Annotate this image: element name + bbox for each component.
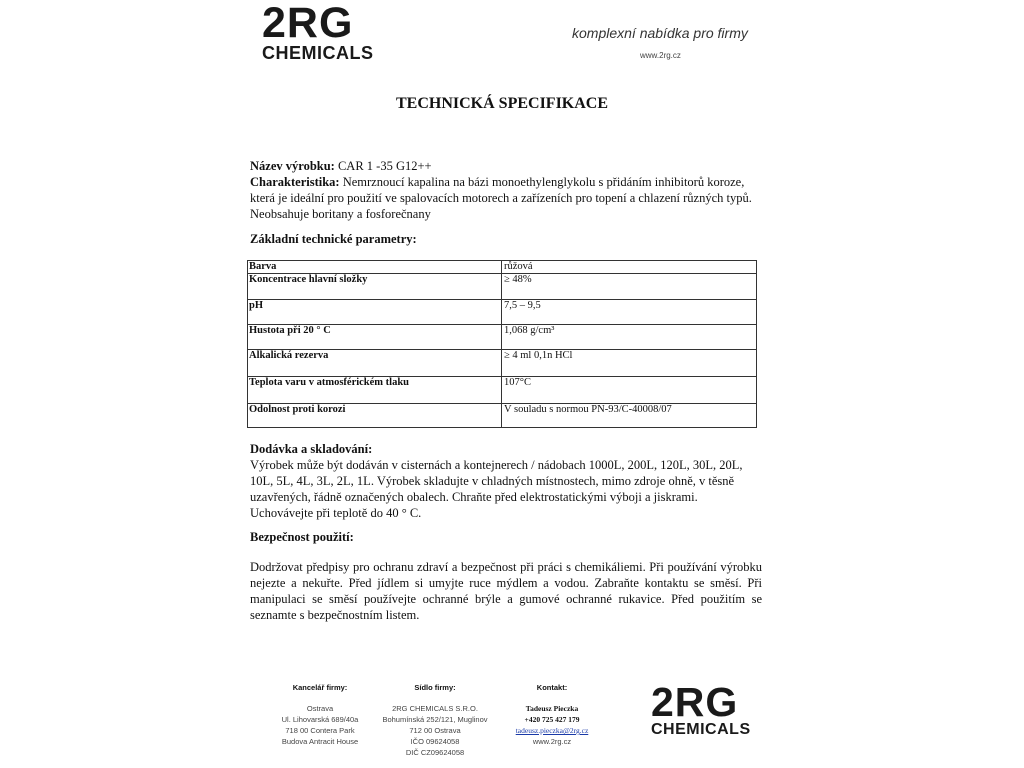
logo-wordmark: CHEMICALS [262,43,374,63]
footer-contact [502,682,602,747]
footer-logo [651,680,751,738]
param-label: Koncentrace hlavní složky [248,274,502,300]
contact-email-link[interactable]: tadeusz.pieczka@2rg.cz [515,726,589,735]
delivery-heading: Dodávka a skladování: [250,442,373,456]
footer-seat [380,682,490,758]
footer-office-heading: Kancelář firmy: [292,683,348,692]
table-row [248,377,757,404]
footer-office-line: 718 00 Contera Park [285,726,355,735]
footer-seat-line: Bohumínská 252/121, Muglinov [382,715,488,724]
characteristics-value: Nemrznoucí kapalina na bázi monoethylenglykolu s přidáním inhibitorů koroze, která je ideální pro použití ve spalovacích motorech a zařízeních pro topení a chlazení různých typů. Neobsahuje boritany a fosforečnany [250,175,752,221]
table-row [248,261,757,274]
footer-logo-wordmark: CHEMICALS [651,721,751,738]
footer-office-line: Budova Antracit House [281,737,359,746]
safety-text: Dodržovat předpisy pro ochranu zdraví a bezpečnost při práci s chemikáliemi. Při používání výrobku nejezte a nekuřte. Před jídlem si umyjte ruce mýdlem a vodou. Zabraňte kontaktu se směsí. Při manipulaci se směsí používejte ochranné brýle a gumové ochranné rukavice. Před použitím se seznamte s bezpečnostním listem. [250,560,762,622]
table-row [248,350,757,377]
param-label: pH [248,300,502,325]
param-label: Teplota varu v atmosférickém tlaku [248,377,502,404]
safety-heading: Bezpečnost použití: [250,530,354,544]
footer-seat-line: IČO 09624058 [410,737,460,746]
parameters-table [247,260,757,428]
company-logo [262,0,374,62]
delivery-text: Výrobek může být dodáván v cisternách a kontejnerech / nádobach 1000L, 200L, 120L, 30L, 20L, 10L, 5L, 4L, 3L, 2L, 1L. Výrobek skladujte v chladných místnostech, mimo zdroje ohně, v těsně uzavřených, řádně označených obalech. Chraňte před elektrostatickými výboji a jiskrami. Uchovávejte při teplotě do 40 ° C. [250,458,743,520]
footer-seat-heading: Sídlo firmy: [414,683,456,692]
param-label: Barva [248,261,502,274]
product-info [250,158,762,222]
table-row [248,274,757,300]
contact-name: Tadeusz Pieczka [525,704,579,713]
param-label: Alkalická rezerva [248,350,502,377]
param-value: 1,068 g/cm³ [502,325,757,350]
footer-seat-line: DIČ CZ09624058 [405,748,465,757]
footer-logo-mark: 2RG [651,679,739,725]
param-value: růžová [502,261,757,274]
page-title: TECHNICKÁ SPECIFIKACE [396,95,609,112]
param-label: Odolnost proti korozi [248,404,502,428]
param-value: ≥ 4 ml 0,1n HCl [502,350,757,377]
characteristics-label: Charakteristika: [250,175,340,189]
product-name-value: CAR 1 -35 G12++ [337,159,432,173]
param-value: V souladu s normou PN-93/C-40008/07 [502,404,757,428]
footer-office [270,682,370,747]
table-row [248,300,757,325]
param-value: 7,5 – 9,5 [502,300,757,325]
footer-office-line: Ul. Lihovarská 689/40a [281,715,359,724]
params-heading: Základní technické parametry: [250,232,417,246]
logo-mark: 2RG [262,0,354,47]
param-value: ≥ 48% [502,274,757,300]
footer-seat-line: 712 00 Ostrava [409,726,461,735]
footer-contact-heading: Kontakt: [536,683,568,692]
contact-website[interactable]: www.2rg.cz [532,737,572,746]
table-row [248,325,757,350]
header-website: www.2rg.cz [640,51,681,60]
contact-phone: +420 725 427 179 [524,715,580,724]
footer-seat-line: 2RG CHEMICALS S.R.O. [392,704,478,713]
footer-office-line: Ostrava [306,704,334,713]
param-label: Hustota při 20 ° C [248,325,502,350]
product-name-label: Název výrobku: [250,159,335,173]
tagline: komplexní nabídka pro firmy [572,25,748,41]
table-row [248,404,757,428]
param-value: 107°C [502,377,757,404]
